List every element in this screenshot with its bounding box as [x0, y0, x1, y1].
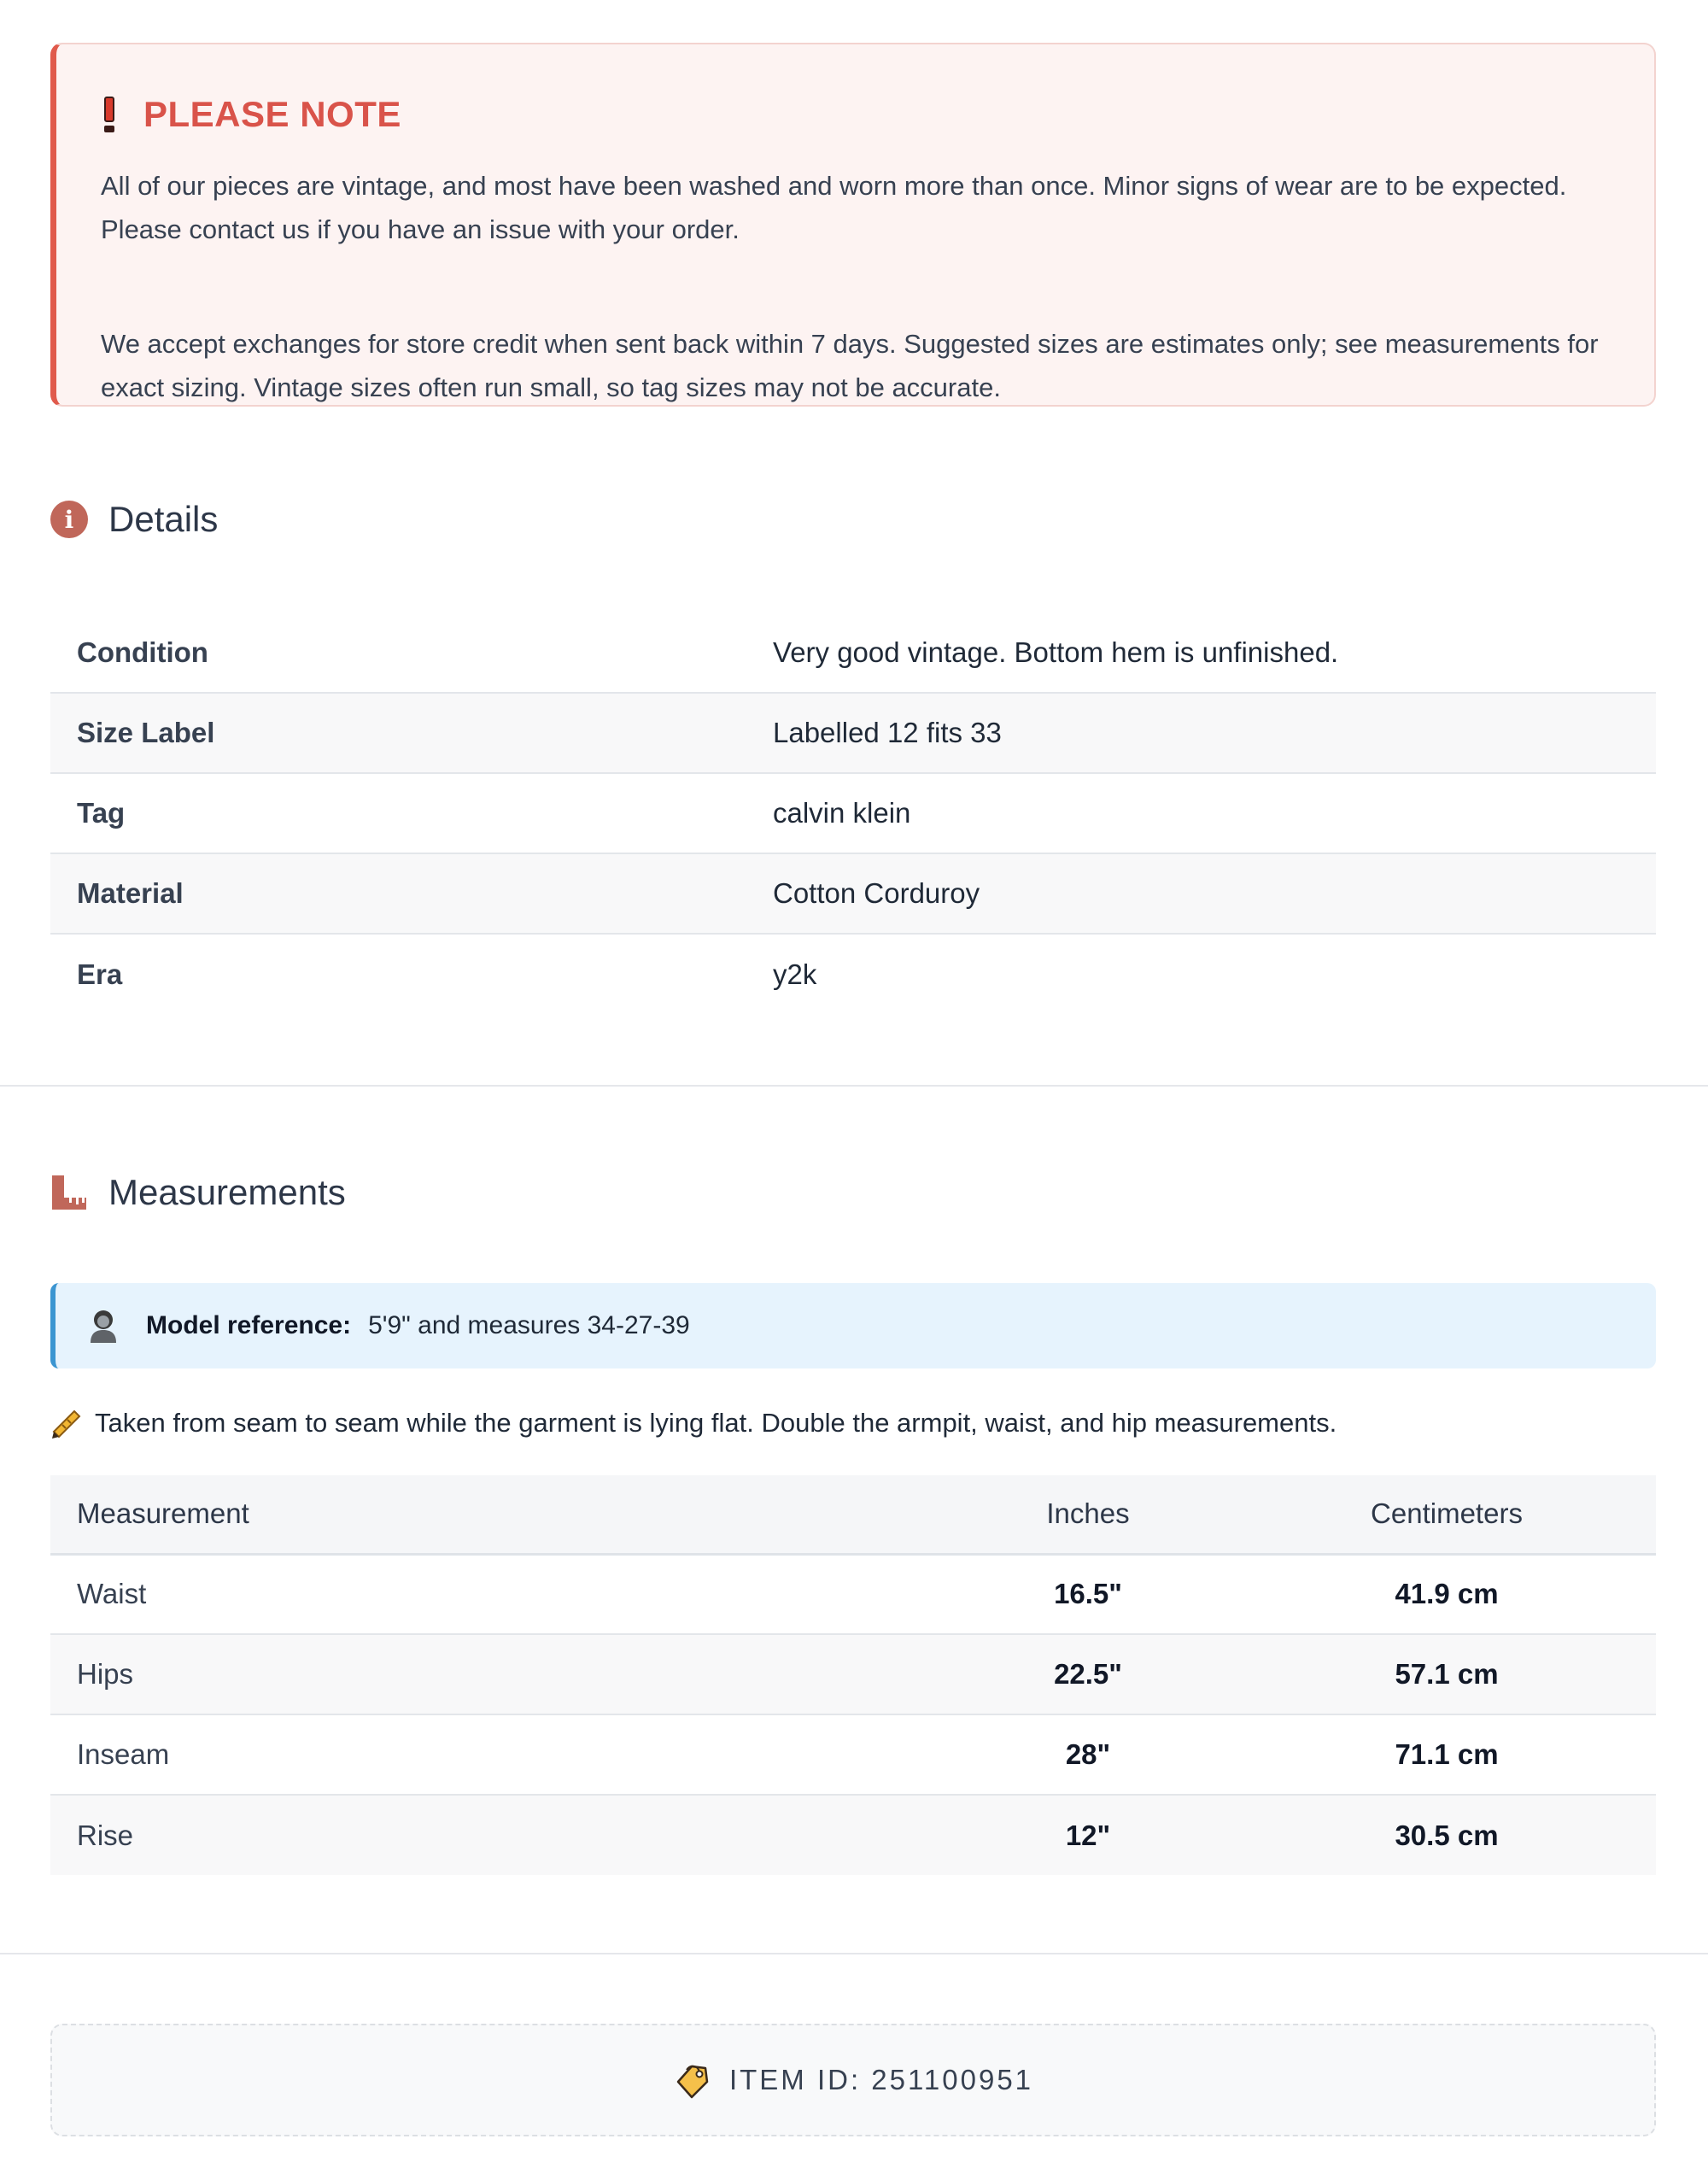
table-row — [50, 1714, 1656, 1795]
model-reference-label: Model reference: — [146, 1311, 352, 1339]
measurement-note — [50, 1406, 1337, 1440]
detail-value: y2k — [773, 958, 817, 990]
model-reference-value: 5'9" and measures 34-27-39 — [368, 1311, 690, 1339]
measurement-cm: 57.1 cm — [1395, 1658, 1499, 1690]
detail-value: calvin klein — [773, 797, 911, 829]
table-row — [50, 773, 1656, 853]
section-divider — [0, 1085, 1708, 1087]
column-header: Inches — [1046, 1497, 1130, 1530]
column-header: Measurement — [77, 1497, 249, 1530]
measurements-title: Measurements — [108, 1172, 346, 1212]
info-icon: i — [50, 501, 88, 538]
ruler-icon — [50, 1174, 88, 1211]
section-divider — [0, 1953, 1708, 1954]
measurements-heading — [50, 1172, 346, 1213]
notice-title: PLEASE NOTE — [143, 94, 401, 134]
pencil-icon — [50, 1406, 85, 1440]
details-heading — [50, 499, 218, 540]
person-icon — [88, 1309, 119, 1343]
detail-label: Tag — [77, 797, 126, 829]
notice-header — [101, 94, 401, 135]
table-row — [50, 1634, 1656, 1714]
measurement-cm: 41.9 cm — [1395, 1578, 1499, 1610]
table-header-row — [50, 1475, 1656, 1554]
item-id-box — [50, 2024, 1656, 2136]
table-row — [50, 934, 1656, 1014]
detail-value: Very good vintage. Bottom hem is unfinished. — [773, 636, 1339, 668]
detail-label: Era — [77, 958, 123, 990]
measurements-table — [50, 1475, 1656, 1875]
please-note-box — [50, 43, 1656, 407]
detail-value: Cotton Corduroy — [773, 877, 980, 909]
model-reference-box — [50, 1283, 1656, 1368]
measurement-name: Rise — [77, 1819, 134, 1851]
measurement-inches: 28" — [1065, 1738, 1111, 1770]
details-title: Details — [108, 499, 219, 539]
measurement-cm: 71.1 cm — [1395, 1738, 1499, 1770]
table-row — [50, 1795, 1656, 1875]
table-row — [50, 853, 1656, 934]
measurement-inches: 12" — [1065, 1819, 1111, 1851]
measurement-inches: 16.5" — [1054, 1578, 1122, 1610]
column-header: Centimeters — [1371, 1497, 1523, 1530]
measurement-cm: 30.5 cm — [1395, 1819, 1499, 1851]
notice-paragraph-2: We accept exchanges for store credit when sent back within 7 days. Suggested sizes are estimates only; see measurements for exact sizing. Vintage sizes often run small, so tag sizes may not be accurate. — [101, 329, 1599, 402]
measurement-name: Inseam — [77, 1738, 170, 1770]
measurement-inches: 22.5" — [1054, 1658, 1122, 1690]
item-id-text: ITEM ID: 251100951 — [728, 2064, 1034, 2095]
detail-value: Labelled 12 fits 33 — [773, 717, 1002, 748]
measurement-note-text: Taken from seam to seam while the garment is lying flat. Double the armpit, waist, and hip measurements. — [95, 1408, 1337, 1438]
table-row — [50, 612, 1656, 693]
measurement-name: Waist — [77, 1578, 147, 1610]
tag-icon — [673, 2061, 711, 2099]
exclamation-icon — [101, 97, 118, 132]
detail-label: Size Label — [77, 717, 215, 748]
notice-paragraph-1: All of our pieces are vintage, and most have been washed and worn more than once. Minor signs of wear are to be expected. Please contact us if you have an issue with your order. — [101, 171, 1567, 244]
detail-label: Material — [77, 877, 184, 909]
table-row — [50, 1554, 1656, 1634]
measurement-name: Hips — [77, 1658, 134, 1690]
table-row — [50, 693, 1656, 773]
detail-label: Condition — [77, 636, 208, 668]
details-table — [50, 612, 1656, 1014]
